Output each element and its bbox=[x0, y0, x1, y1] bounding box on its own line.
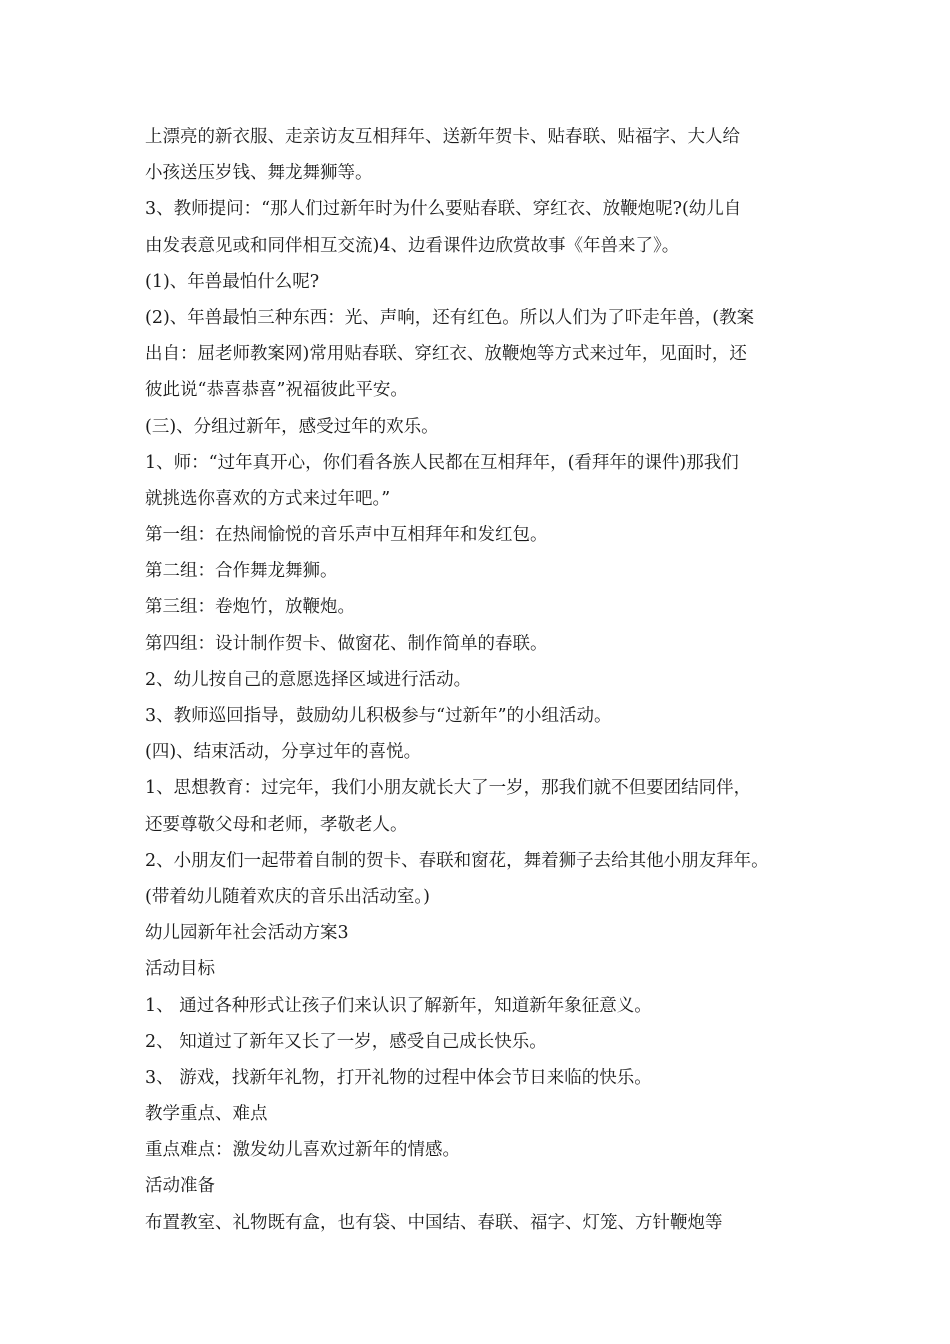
text-line: 布置教室、礼物既有盒，也有袋、中国结、春联、福字、灯笼、方针鞭炮等 bbox=[145, 1212, 723, 1233]
goal-item: 3、 游戏，找新年礼物，打开礼物的过程中体会节日来临的快乐。 bbox=[145, 1067, 652, 1088]
text-line: 2、小朋友们一起带着自制的贺卡、春联和窗花，舞着狮子去给其他小朋友拜年。 bbox=[145, 850, 769, 871]
document-title: 幼儿园新年社会活动方案3 bbox=[145, 923, 349, 944]
text-line: 1、师：“过年真开心，你们看各族人民都在互相拜年，(看拜年的课件)那我们 bbox=[145, 452, 739, 473]
text-line: (带着幼儿随着欢庆的音乐出活动室。) bbox=[145, 886, 430, 907]
text-line: 重点难点：激发幼儿喜欢过新年的情感。 bbox=[145, 1140, 460, 1161]
text-line: 3、教师提问：“那人们过新年时为什么要贴春联、穿红衣、放鞭炮呢?(幼儿自 bbox=[145, 199, 742, 220]
text-line: 3、教师巡回指导，鼓励幼儿积极参与“过新年”的小组活动。 bbox=[145, 706, 612, 726]
section-heading: 活动目标 bbox=[145, 959, 215, 980]
section-heading: 教学重点、难点 bbox=[145, 1104, 268, 1125]
section-heading: 活动准备 bbox=[145, 1176, 215, 1197]
text-line: 彼此说“恭喜恭喜”祝福彼此平安。 bbox=[145, 380, 408, 401]
text-line: 就挑选你喜欢的方式来过年吧。” bbox=[145, 488, 391, 509]
goal-item: 1、 通过各种形式让孩子们来认识了解新年，知道新年象征意义。 bbox=[145, 995, 652, 1016]
text-line: 出自：屈老师教案网)常用贴春联、穿红衣、放鞭炮等方式来过年，见面时，还 bbox=[145, 344, 747, 365]
group-item: 第四组：设计制作贺卡、做窗花、制作简单的春联。 bbox=[145, 633, 548, 654]
text-line: 小孩送压岁钱、舞龙舞狮等。 bbox=[145, 163, 373, 184]
document-body bbox=[145, 119, 825, 1241]
text-line: 1、思想教育：过完年，我们小朋友就长大了一岁，那我们就不但要团结同伴， bbox=[145, 778, 752, 799]
text-line: 上漂亮的新衣服、走亲访友互相拜年、送新年贺卡、贴春联、贴福字、大人给 bbox=[145, 127, 740, 147]
group-item: 第二组：合作舞龙舞狮。 bbox=[145, 561, 338, 582]
text-line: 还要尊敬父母和老师，孝敬老人。 bbox=[145, 814, 408, 835]
text-line: 由发表意见或和同伴相互交流)4、边看课件边欣赏故事《年兽来了》。 bbox=[145, 235, 680, 256]
section-heading: (三)、分组过新年，感受过年的欢乐。 bbox=[145, 416, 439, 437]
section-heading: (四)、结束活动，分享过年的喜悦。 bbox=[145, 742, 422, 763]
text-line: (1)、年兽最怕什么呢? bbox=[145, 271, 320, 292]
text-line: (2)、年兽最怕三种东西：光、声响，还有红色。所以人们为了吓走年兽，(教案 bbox=[145, 307, 755, 328]
goal-item: 2、 知道过了新年又长了一岁，感受自己成长快乐。 bbox=[145, 1031, 547, 1052]
group-item: 第三组：卷炮竹，放鞭炮。 bbox=[145, 597, 355, 618]
text-line: 2、幼儿按自己的意愿选择区域进行活动。 bbox=[145, 669, 472, 690]
group-item: 第一组：在热闹愉悦的音乐声中互相拜年和发红包。 bbox=[145, 525, 548, 546]
